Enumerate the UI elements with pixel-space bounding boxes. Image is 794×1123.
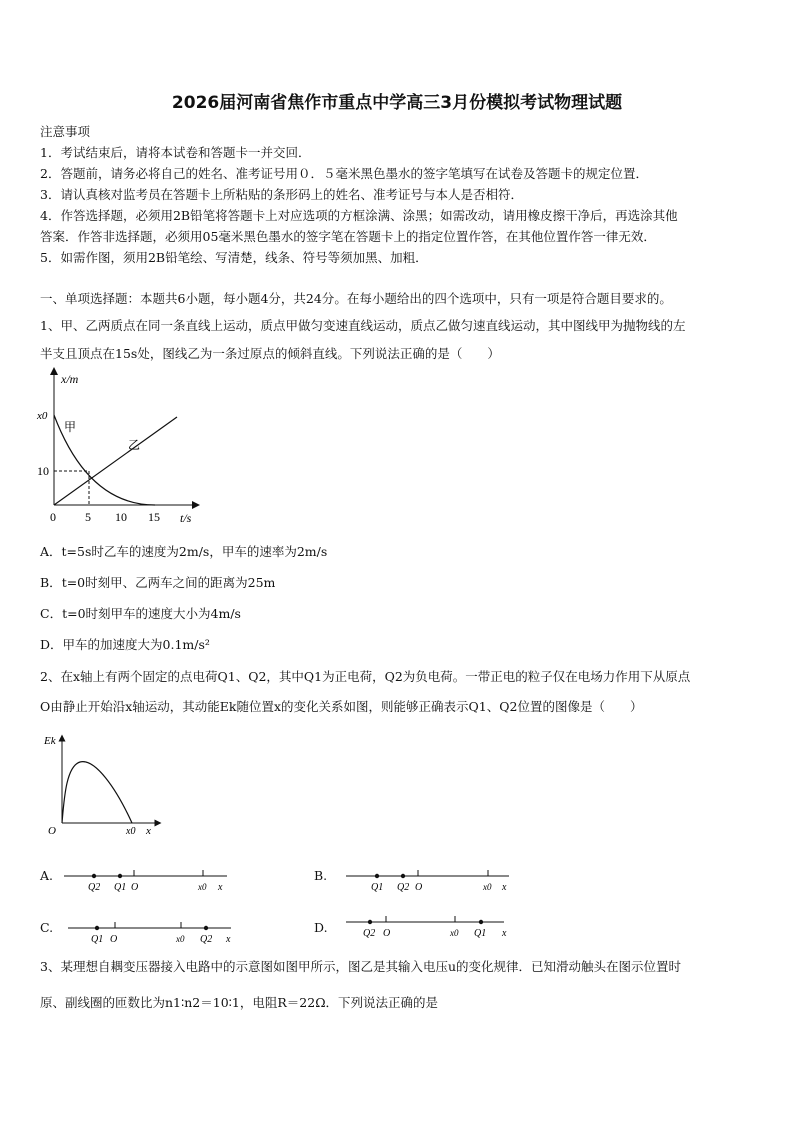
q1-option-d: D．甲车的加速度大为0.1m/s²: [40, 637, 210, 652]
svg-text:O: O: [110, 934, 118, 945]
q3-stem-2: 原、副线圈的匝数比为n1∶n2＝10∶1，电阻R＝22Ω．下列说法正确的是: [40, 995, 439, 1010]
q2-option-b-letter: B.: [314, 868, 328, 883]
q2-option-b-axis: [344, 862, 524, 894]
q1-stem-2: 半支且顶点在15s处，图线乙为一条过原点的倾斜直线。下列说法正确的是（ ）: [40, 346, 500, 361]
ek-y-label: Ek: [44, 735, 56, 747]
svg-text:x: x: [226, 934, 231, 945]
ek-origin: O: [48, 825, 56, 837]
svg-text:x0: x0: [176, 934, 185, 944]
svg-text:x: x: [218, 882, 223, 893]
svg-text:O: O: [131, 882, 139, 893]
q2-stem-1: 2、在x轴上有两个固定的点电荷Q1、Q2，其中Q1为正电荷，Q2为负电荷。一带正电的粒子仅在电场力作用下从原点: [40, 669, 691, 684]
q2-option-d-axis: [344, 908, 524, 940]
notice-heading: 注意事项: [40, 124, 91, 139]
x-tick-15: 15: [148, 510, 160, 524]
q1-option-c: C．t=0时刻甲车的速度大小为4m/s: [40, 606, 241, 621]
q2-option-c-axis: [66, 914, 246, 946]
q2-option-a-letter: A.: [40, 868, 54, 883]
x-axis-label: t/s: [180, 511, 192, 525]
svg-text:x0: x0: [483, 882, 492, 892]
svg-text:x0: x0: [450, 928, 459, 938]
page-title: 2026届河南省焦作市重点中学高三3月份模拟考试物理试题: [171, 93, 623, 113]
y-tick-10: 10: [37, 464, 49, 478]
notice-item-1: 1．考试结束后，请将本试卷和答题卡一并交回．: [40, 145, 311, 160]
svg-text:Q2: Q2: [200, 934, 213, 945]
section-heading: 一、单项选择题：本题共6小题，每小题4分，共24分。在每小题给出的四个选项中，只有一项是符合题目要求的。: [40, 291, 672, 306]
label-yi: 乙: [128, 438, 141, 452]
q2-stem-2: O由静止开始沿x轴运动，其动能Ek随位置x的变化关系如图，则能够正确表示Q1、Q2位置的图像是（ ）: [40, 699, 643, 714]
notice-item-5: 5．如需作图，须用2B铅笔绘、写清楚，线条、符号等须加黑、加粗．: [40, 250, 428, 265]
q2-option-c-letter: C.: [40, 920, 54, 935]
svg-text:Q1: Q1: [371, 882, 384, 893]
y-tick-x0: x0: [37, 410, 48, 422]
x-tick-5: 5: [85, 510, 91, 524]
svg-text:Q1: Q1: [114, 882, 127, 893]
q1-option-a: A．t=5s时乙车的速度为2m/s，甲车的速率为2m/s: [40, 544, 328, 559]
notice-item-2: 2．答题前，请务必将自己的姓名、准考证号用０．５毫米黑色墨水的签字笔填写在试卷及答题卡的规定位置．: [40, 166, 648, 181]
q2-option-a-axis: [62, 862, 242, 894]
q1-option-b: B．t=0时刻甲、乙两车之间的距离为25m: [40, 575, 276, 590]
svg-text:x0: x0: [198, 882, 207, 892]
notice-item-4: 4．作答选择题，必须用2B铅笔将答题卡上对应选项的方框涂满、涂黑；如需改动，请用橡皮擦干净后，再选涂其他: [40, 208, 678, 223]
svg-text:Q2: Q2: [363, 928, 376, 939]
svg-text:Q1: Q1: [91, 934, 104, 945]
label-jia: 甲: [64, 420, 77, 434]
q2-ek-graph: [40, 730, 170, 838]
svg-text:O: O: [415, 882, 423, 893]
svg-text:x: x: [502, 928, 507, 939]
y-axis-label: x/m: [61, 372, 79, 386]
svg-text:Q2: Q2: [88, 882, 101, 893]
svg-text:x: x: [502, 882, 507, 893]
svg-text:Q1: Q1: [474, 928, 487, 939]
q1-stem-1: 1、甲、乙两质点在同一条直线上运动，质点甲做匀变速直线运动，质点乙做匀速直线运动，其中图线甲为抛物线的左: [40, 318, 686, 333]
q1-xt-graph: [30, 365, 210, 530]
svg-text:O: O: [383, 928, 391, 939]
x-tick-0: 0: [50, 510, 56, 524]
q2-option-d-letter: D.: [314, 920, 328, 935]
notice-item-4-cont: 答案．作答非选择题，必须用05毫米黑色墨水的签字笔在答题卡上的指定位置作答，在其他位置作答一律无效．: [40, 229, 656, 244]
ek-x0: x0: [126, 826, 136, 837]
x-tick-10: 10: [115, 510, 127, 524]
svg-text:Q2: Q2: [397, 882, 410, 893]
notice-item-3: 3．请认真核对监考员在答题卡上所粘贴的条形码上的姓名、准考证号与本人是否相符．: [40, 187, 523, 202]
q3-stem-1: 3、某理想自耦变压器接入电路中的示意图如图甲所示，图乙是其输入电压u的变化规律．已知滑动触头在图示位置时: [40, 959, 682, 974]
ek-curve: [62, 762, 132, 823]
ek-x-label: x: [146, 825, 151, 837]
